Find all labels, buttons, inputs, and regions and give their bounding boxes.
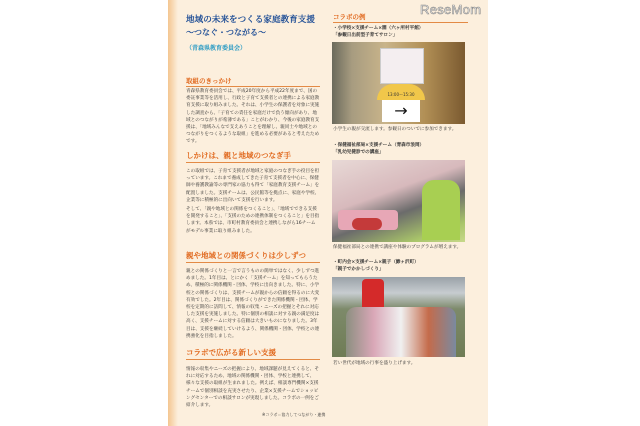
- arrow-right-icon: →: [382, 100, 420, 122]
- photo-infant-checkup: [332, 160, 465, 242]
- example-title: 「親子でかかしづくり」: [333, 267, 384, 272]
- example-title: 「乳幼児健診での講座」: [333, 150, 384, 155]
- example-caption: 若い世代が地域の行事を盛り上げます。: [333, 361, 416, 366]
- section-body: そして、「親や地域との関係をつくること」、「地域でできる支援を開発すること」、「支援のための連携体制をつくること」を目指します。本県では、市町村教育委員会と連携しながら16チームがモデル事業に取り組みました。: [186, 207, 320, 234]
- adult: [422, 180, 460, 240]
- photo-scarecrow-event: [332, 277, 465, 357]
- sign-time: 13:00〜15:30: [377, 84, 425, 100]
- brand-logo: ReseMom: [420, 2, 482, 17]
- organization: （青森県教育委員会）: [186, 45, 247, 52]
- section-heading: 親や地域との関係づくりは少しずつ: [186, 250, 320, 263]
- section-body: 親との関係づくりと一言で言うものの簡単ではなく、少しずつ進めました。1年目は、とにかく「支援チーム」を知ってもらうため、積極的に関係機関・団体、学校に出向きました。特に、小学校との関係づくりは、支援チームが親からの信頼を得るのに大変有効でした。2年目は、関係づくりができた関係機関・団体、学校を定期的に訪問して、情報の収集・ニーズの把握とそれに対応した支援を実施しました。特に個別の相談に対する親の満足度は高く、支援チームに対する信頼は大きいものになりました。3年目は、支援を継続していけるよう、関係機関・団体、学校との連携強化を目指しました。: [186, 269, 320, 339]
- example-label: ・保健福祉部局×支援チーム（青森市浪岡）: [333, 143, 425, 148]
- example-label: ・小学校×支援チーム×園（六ヶ所村平館）: [333, 26, 424, 31]
- photo-salon-sign: [332, 42, 465, 124]
- section-heading: しかけは、親と地域のつなぎ手: [186, 150, 320, 163]
- examples-heading: コラボの例: [333, 12, 468, 23]
- section-heading: 取組のきっかけ: [186, 76, 320, 87]
- page-edge-gradient: [168, 0, 178, 426]
- section-heading: コラボで広がる新しい支援: [186, 347, 320, 360]
- section-body: 青森県教育委員会では、平成20年度から平成22年度まで、国の委託事業等を活用し、行政と子育て支援者との連携による家庭教育支援に取り組みました。それは、小学生の保護者を対象に実施した調査から、「子育ての責任を家庭だけで負う傾向があり、地域とのつながりが希薄である」ことがわかり、今後の家庭教育支援は、「地域みんなで支えあうことを理解し、親同士や地域とのつながりをつくるような取組」を進める必要があると考えたためです。: [186, 89, 320, 145]
- section-body: この取組では、子育て支援者が地域と家庭のつなぎ手の役目を担っています。これまで養成してきた子育て支援者を中心に、保健師や養護教諭等の専門家の協力も得て「家庭教育支援チーム」を配置しました。支援チームは、公民館等を拠点に、家庭や学校、企業等に積極的に出向いて支援を行います。: [186, 169, 320, 203]
- example-title: 「参観日出前型子育てサロン」: [333, 33, 398, 38]
- child: [352, 218, 382, 230]
- footnote: ※コラボ＝協力してつながり・連携: [262, 412, 326, 417]
- page-subtitle: 〜つなぐ・つながる〜: [186, 28, 266, 37]
- example-caption: 保健福祉部局との連携で講座や体験のプログラムが増えます。: [333, 245, 462, 250]
- example-label: ・町内会×支援チーム×親子（鯵ヶ沢町）: [333, 260, 419, 265]
- group-of-people: [346, 307, 456, 357]
- example-caption: 小学生の親が交流します。参観日のついでに参加できます。: [333, 127, 457, 132]
- page-title: 地域の未来をつくる家庭教育支援: [186, 15, 315, 25]
- section-body: 情報の収集やニーズの把握により、地域課題が見えてくると、それに対応するため、地域の関係機関・団体、学校と連携して、様々な支援の取組が生まれました。例えば、相談専門機関×支援チームで個別相談を充実させたり、企業×支援チームでショッピングセンターでの相談サロンが実現しました。コラボの一例をご紹介します。: [186, 367, 319, 409]
- poster: [380, 48, 424, 84]
